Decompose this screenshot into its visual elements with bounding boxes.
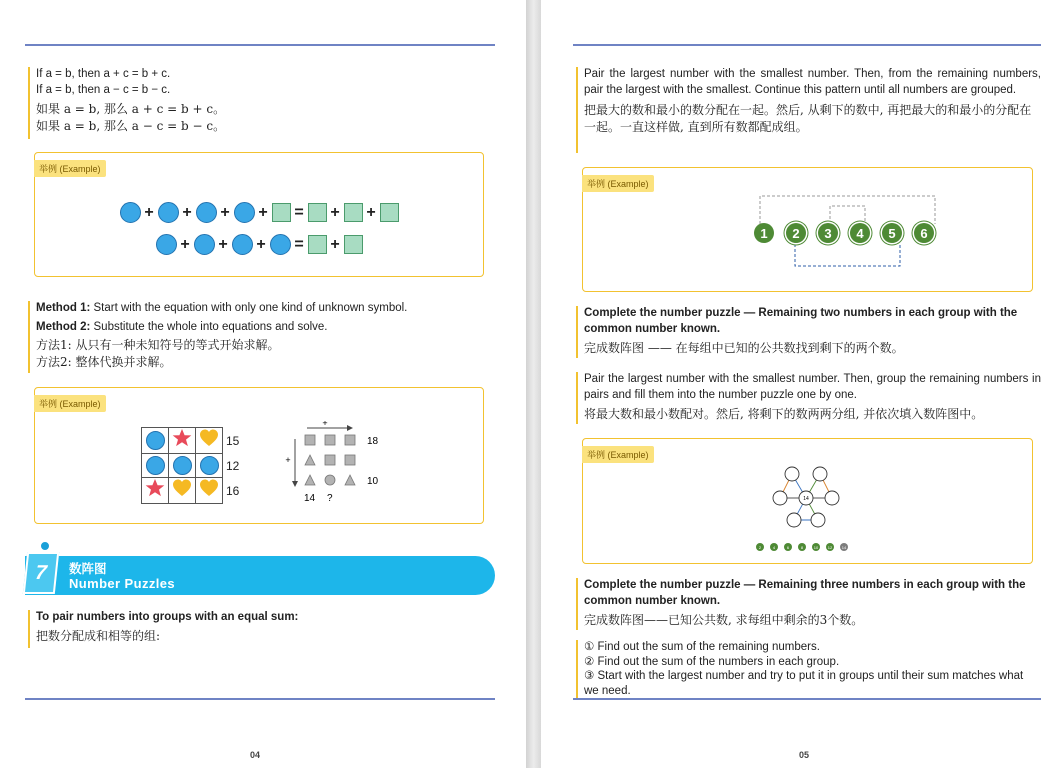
small-number-dot: 2 <box>756 543 764 551</box>
right-page <box>541 0 1058 768</box>
circle-icon <box>146 456 165 475</box>
star-number-puzzle <box>772 464 842 539</box>
grid-cell <box>196 478 223 504</box>
section-title-en: Number Puzzles <box>69 576 176 591</box>
plus-sign: + <box>366 203 376 221</box>
number-dot: 1 <box>754 223 774 243</box>
green-square-symbol <box>344 203 363 222</box>
small-number-dot: 14 <box>841 544 847 550</box>
circle-icon <box>173 456 192 475</box>
number-dot: 5 <box>882 223 902 243</box>
number-dot: 4 <box>850 223 870 243</box>
small-number-dot: 4 <box>770 543 778 551</box>
plus-sign: + <box>220 203 230 221</box>
complete-two-cn: 完成数阵图 —— 在每组中已知的公共数找到剩下的两个数。 <box>584 341 904 355</box>
sum-row-3: 10 <box>367 476 379 487</box>
equation-row-1 <box>35 202 483 223</box>
step-2: ② Find out the sum of the numbers in each group. <box>584 655 840 668</box>
example-tag: 举例 (Example) <box>34 395 106 412</box>
method-2 <box>36 320 488 336</box>
complete-two-en: Complete the number puzzle — Remaining two numbers in each group with the common number known. <box>584 307 1018 335</box>
small-number-dot: 12 <box>827 544 833 550</box>
pairing-intro-en: To pair numbers into groups with an equal sum: <box>36 611 299 623</box>
example-box-symbol-puzzles <box>34 387 484 524</box>
method-2-text: Substitute the whole into equations and solve. <box>90 320 328 333</box>
heart-icon <box>199 478 219 498</box>
empty-node <box>825 491 839 505</box>
grid-cell <box>142 428 169 454</box>
grey-circle <box>325 475 335 485</box>
page-number: 05 <box>799 750 810 760</box>
top-rule <box>573 44 1041 46</box>
star-number-row <box>756 543 848 551</box>
sum-col-1: 14 <box>304 493 316 504</box>
blue-circle-symbol <box>120 202 141 223</box>
grid-cell <box>169 478 196 504</box>
pair-fill-text <box>576 372 1041 424</box>
equality-rules <box>28 67 488 139</box>
grid-row <box>142 478 247 504</box>
pairing-rule-en: Pair the largest number with the smallest number. Then, from the remaining numbers, pair the largest with the smallest. Continue this pattern until all numbers are grouped. <box>584 68 1041 96</box>
plus-sign: + <box>330 235 340 253</box>
grey-triangle <box>305 455 315 465</box>
example-box-equations <box>34 152 484 277</box>
pairing-intro <box>28 610 488 648</box>
rule-cn-add: 如果 a = b, 那么 a + c = b + c。 <box>36 102 226 116</box>
empty-node <box>811 513 825 527</box>
example-box-star-puzzle <box>582 438 1033 564</box>
methods-block <box>28 301 488 373</box>
row-sum: 12 <box>226 458 240 473</box>
blue-circle-symbol <box>158 202 179 223</box>
green-square-symbol <box>308 203 327 222</box>
complete-three-en: Complete the number puzzle — Remaining three numbers in each group with the common number known. <box>584 579 1026 607</box>
blue-circle-symbol <box>196 202 217 223</box>
equals-sign: = <box>294 235 304 253</box>
pairing-intro-cn: 把数分配成和相等的组: <box>36 628 161 643</box>
small-number-dot: 6 <box>784 543 792 551</box>
green-square-symbol <box>308 235 327 254</box>
grey-square <box>345 455 355 465</box>
method-1-label: Method 1: <box>36 302 91 314</box>
grey-triangle <box>305 475 315 485</box>
grid-cell <box>169 428 196 454</box>
example-box-pairing <box>582 167 1033 292</box>
example-tag: 举例 (Example) <box>582 175 654 192</box>
method-1-cn: 方法1: 从只有一种未知符号的等式开始求解。 <box>36 338 280 352</box>
method-1-text: Start with the equation with only one kind of unknown symbol. <box>90 302 408 314</box>
empty-node <box>813 467 827 481</box>
grey-square <box>325 435 335 445</box>
method-2-label: Method 2: <box>36 320 91 333</box>
pair-number-row <box>754 223 934 243</box>
grid-cell <box>196 428 223 454</box>
rule-en-sub: If a = b, then a − c = b − c. <box>36 83 171 96</box>
plus-sign: + <box>144 203 154 221</box>
empty-node <box>773 491 787 505</box>
grid-cell <box>142 478 169 504</box>
small-number-dot: 8 <box>798 543 806 551</box>
shape-sum-puzzle <box>285 421 395 511</box>
bottom-rule <box>25 698 495 700</box>
grid-cell <box>196 454 223 478</box>
grey-square <box>305 435 315 445</box>
left-page <box>0 0 526 768</box>
equation-row-2 <box>35 234 483 255</box>
circle-icon <box>200 456 219 475</box>
pin-icon <box>39 540 51 552</box>
complete-two-heading <box>576 306 1041 358</box>
plus-sign: + <box>258 203 268 221</box>
complete-three-heading <box>576 578 1041 630</box>
grid-cell <box>142 454 169 478</box>
step-1: ① Find out the sum of the remaining numbers. <box>584 641 820 653</box>
star-icon <box>145 478 165 498</box>
circle-icon <box>146 431 165 450</box>
grey-square <box>345 435 355 445</box>
step-3: ③ Start with the largest number and try to put it in groups until their sum matches what we need. <box>584 670 1024 697</box>
rule-en-add: If a = b, then a + c = b + c. <box>36 68 171 80</box>
rule-cn-sub: 如果 a = b, 那么 a − c = b − c。 <box>36 119 226 133</box>
page-number: 04 <box>250 750 261 760</box>
empty-node <box>785 467 799 481</box>
symbol-grid <box>141 427 247 504</box>
grey-square <box>325 455 335 465</box>
top-rule <box>25 44 495 46</box>
unknown-sum: ? <box>327 493 333 504</box>
plus-sign: + <box>330 203 340 221</box>
equals-sign: = <box>294 203 304 221</box>
grid-row <box>142 428 247 454</box>
pair-fill-cn: 将最大数和最小数配对。然后, 将剩下的数两两分组, 并依次填入数阵图中。 <box>584 407 984 421</box>
number-dot: 6 <box>914 223 934 243</box>
plus-sign: + <box>218 235 228 253</box>
plus-sign: + <box>256 235 266 253</box>
blue-circle-symbol <box>234 202 255 223</box>
section-title-cn: 数阵图 <box>69 561 107 576</box>
section-banner <box>25 556 495 595</box>
book-gutter <box>526 0 541 768</box>
plus-sign: + <box>182 203 192 221</box>
grid-cell <box>169 454 196 478</box>
blue-circle-symbol <box>232 234 253 255</box>
blue-circle-symbol <box>194 234 215 255</box>
plus-sign: + <box>180 235 190 253</box>
empty-node <box>787 513 801 527</box>
center-value: 14 <box>803 496 809 502</box>
sum-row-1: 18 <box>367 436 379 447</box>
method-1 <box>36 301 488 317</box>
grid-row <box>142 454 247 478</box>
blue-circle-symbol <box>270 234 291 255</box>
section-number: 7 <box>23 552 59 594</box>
grey-triangle <box>345 475 355 485</box>
number-dot: 2 <box>786 223 806 243</box>
complete-three-cn: 完成数阵图——已知公共数, 求每组中剩余的3个数。 <box>584 613 864 627</box>
steps-list <box>576 640 1041 698</box>
plus-top: + <box>322 421 328 428</box>
star-icon <box>172 428 192 448</box>
blue-circle-symbol <box>156 234 177 255</box>
row-sum: 16 <box>226 483 240 498</box>
method-2-cn: 方法2: 整体代换并求解。 <box>36 355 172 369</box>
small-number-dot: 10 <box>813 544 819 550</box>
row-sum: 15 <box>226 433 240 448</box>
example-tag: 举例 (Example) <box>34 160 106 177</box>
green-square-symbol <box>380 203 399 222</box>
green-square-symbol <box>272 203 291 222</box>
bottom-rule <box>573 698 1041 700</box>
example-tag: 举例 (Example) <box>582 446 654 463</box>
number-dot: 3 <box>818 223 838 243</box>
pairing-rule <box>576 67 1041 153</box>
plus-left: + <box>285 455 291 465</box>
pair-fill-en: Pair the largest number with the smallest number. Then, group the remaining numbers in pairs and fill them into the number puzzle one by one. <box>584 373 1041 401</box>
green-square-symbol <box>344 235 363 254</box>
heart-icon <box>172 478 192 498</box>
heart-icon <box>199 428 219 448</box>
pairing-rule-cn: 把最大的数和最小的数分配在一起。然后, 从剩下的数中, 再把最大的和最小的分配在一起。一直这样做, 直到所有数都配成组。 <box>584 103 1032 134</box>
